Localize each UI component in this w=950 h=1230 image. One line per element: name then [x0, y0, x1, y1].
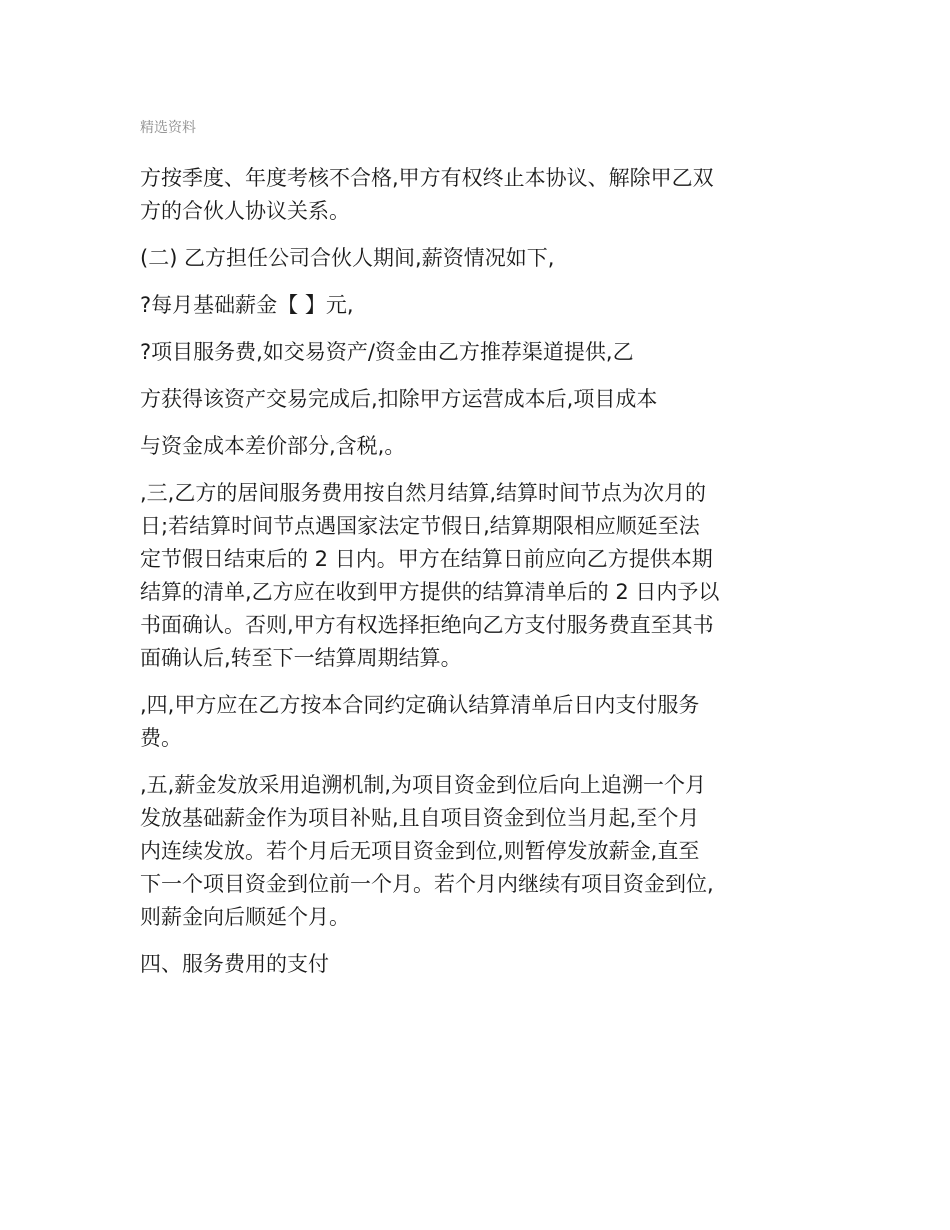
text-line: ,三,乙方的居间服务费用按自然月结算,结算时间节点为次月的 — [140, 481, 707, 505]
paragraph-project-fee — [140, 336, 820, 369]
document-body — [140, 162, 820, 995]
text-line: ,四,甲方应在乙方按本合同约定确认结算清单后日内支付服务 — [140, 693, 700, 717]
text-line: 与资金成本差价部分,含税,。 — [140, 434, 406, 458]
paragraph-project-fee-end — [140, 430, 820, 463]
text-line: 方按季度、年度考核不合格,甲方有权终止本协议、解除甲乙双 — [140, 166, 714, 190]
text-line: 方的合伙人协议关系。 — [140, 199, 350, 223]
paragraph-project-fee-cont — [140, 383, 820, 416]
paragraph-termination — [140, 162, 820, 228]
text-line: 方获得该资产交易完成后,扣除甲方运营成本后,项目成本 — [140, 387, 658, 411]
text-line: ?项目服务费,如交易资产/资金由乙方推荐渠道提供,乙 — [140, 340, 634, 364]
paragraph-retroactive — [140, 769, 820, 934]
text-line: (二) 乙方担任公司合伙人期间,薪资情况如下, — [140, 246, 555, 270]
paragraph-salary-intro — [140, 242, 820, 275]
text-line: ,五,薪金发放采用追溯机制,为项目资金到位后向上追溯一个月 — [140, 773, 707, 797]
header-label: 精选资料 — [140, 120, 196, 136]
text-line: 定节假日结束后的 2 日内。甲方在结算日前应向乙方提供本期 — [140, 547, 713, 571]
text-line: 下一个项目资金到位前一个月。若个月内继续有项目资金到位, — [140, 872, 714, 896]
text-line: 发放基础薪金作为项目补贴,且自项目资金到位当月起,至个月 — [140, 806, 700, 830]
paragraph-settlement — [140, 477, 820, 675]
text-line: 则薪金向后顺延个月。 — [140, 905, 350, 929]
text-line: 日;若结算时间节点遇国家法定节假日,结算期限相应顺延至法 — [140, 514, 700, 538]
paragraph-payment-deadline — [140, 689, 820, 755]
text-line: 四、服务费用的支付 — [140, 952, 329, 976]
text-line: ?每月基础薪金【 】元, — [140, 293, 354, 317]
section-heading-fee-payment — [140, 948, 820, 981]
text-line: 内连续发放。若个月后无项目资金到位,则暂停发放薪金,直至 — [140, 839, 700, 863]
text-line: 书面确认。否则,甲方有权选择拒绝向乙方支付服务费直至其书 — [140, 613, 714, 637]
text-line: 结算的清单,乙方应在收到甲方提供的结算清单后的 2 日内予以 — [140, 580, 720, 604]
paragraph-base-salary — [140, 289, 820, 322]
text-line: 面确认后,转至下一结算周期结算。 — [140, 646, 462, 670]
text-line: 费。 — [140, 726, 182, 750]
